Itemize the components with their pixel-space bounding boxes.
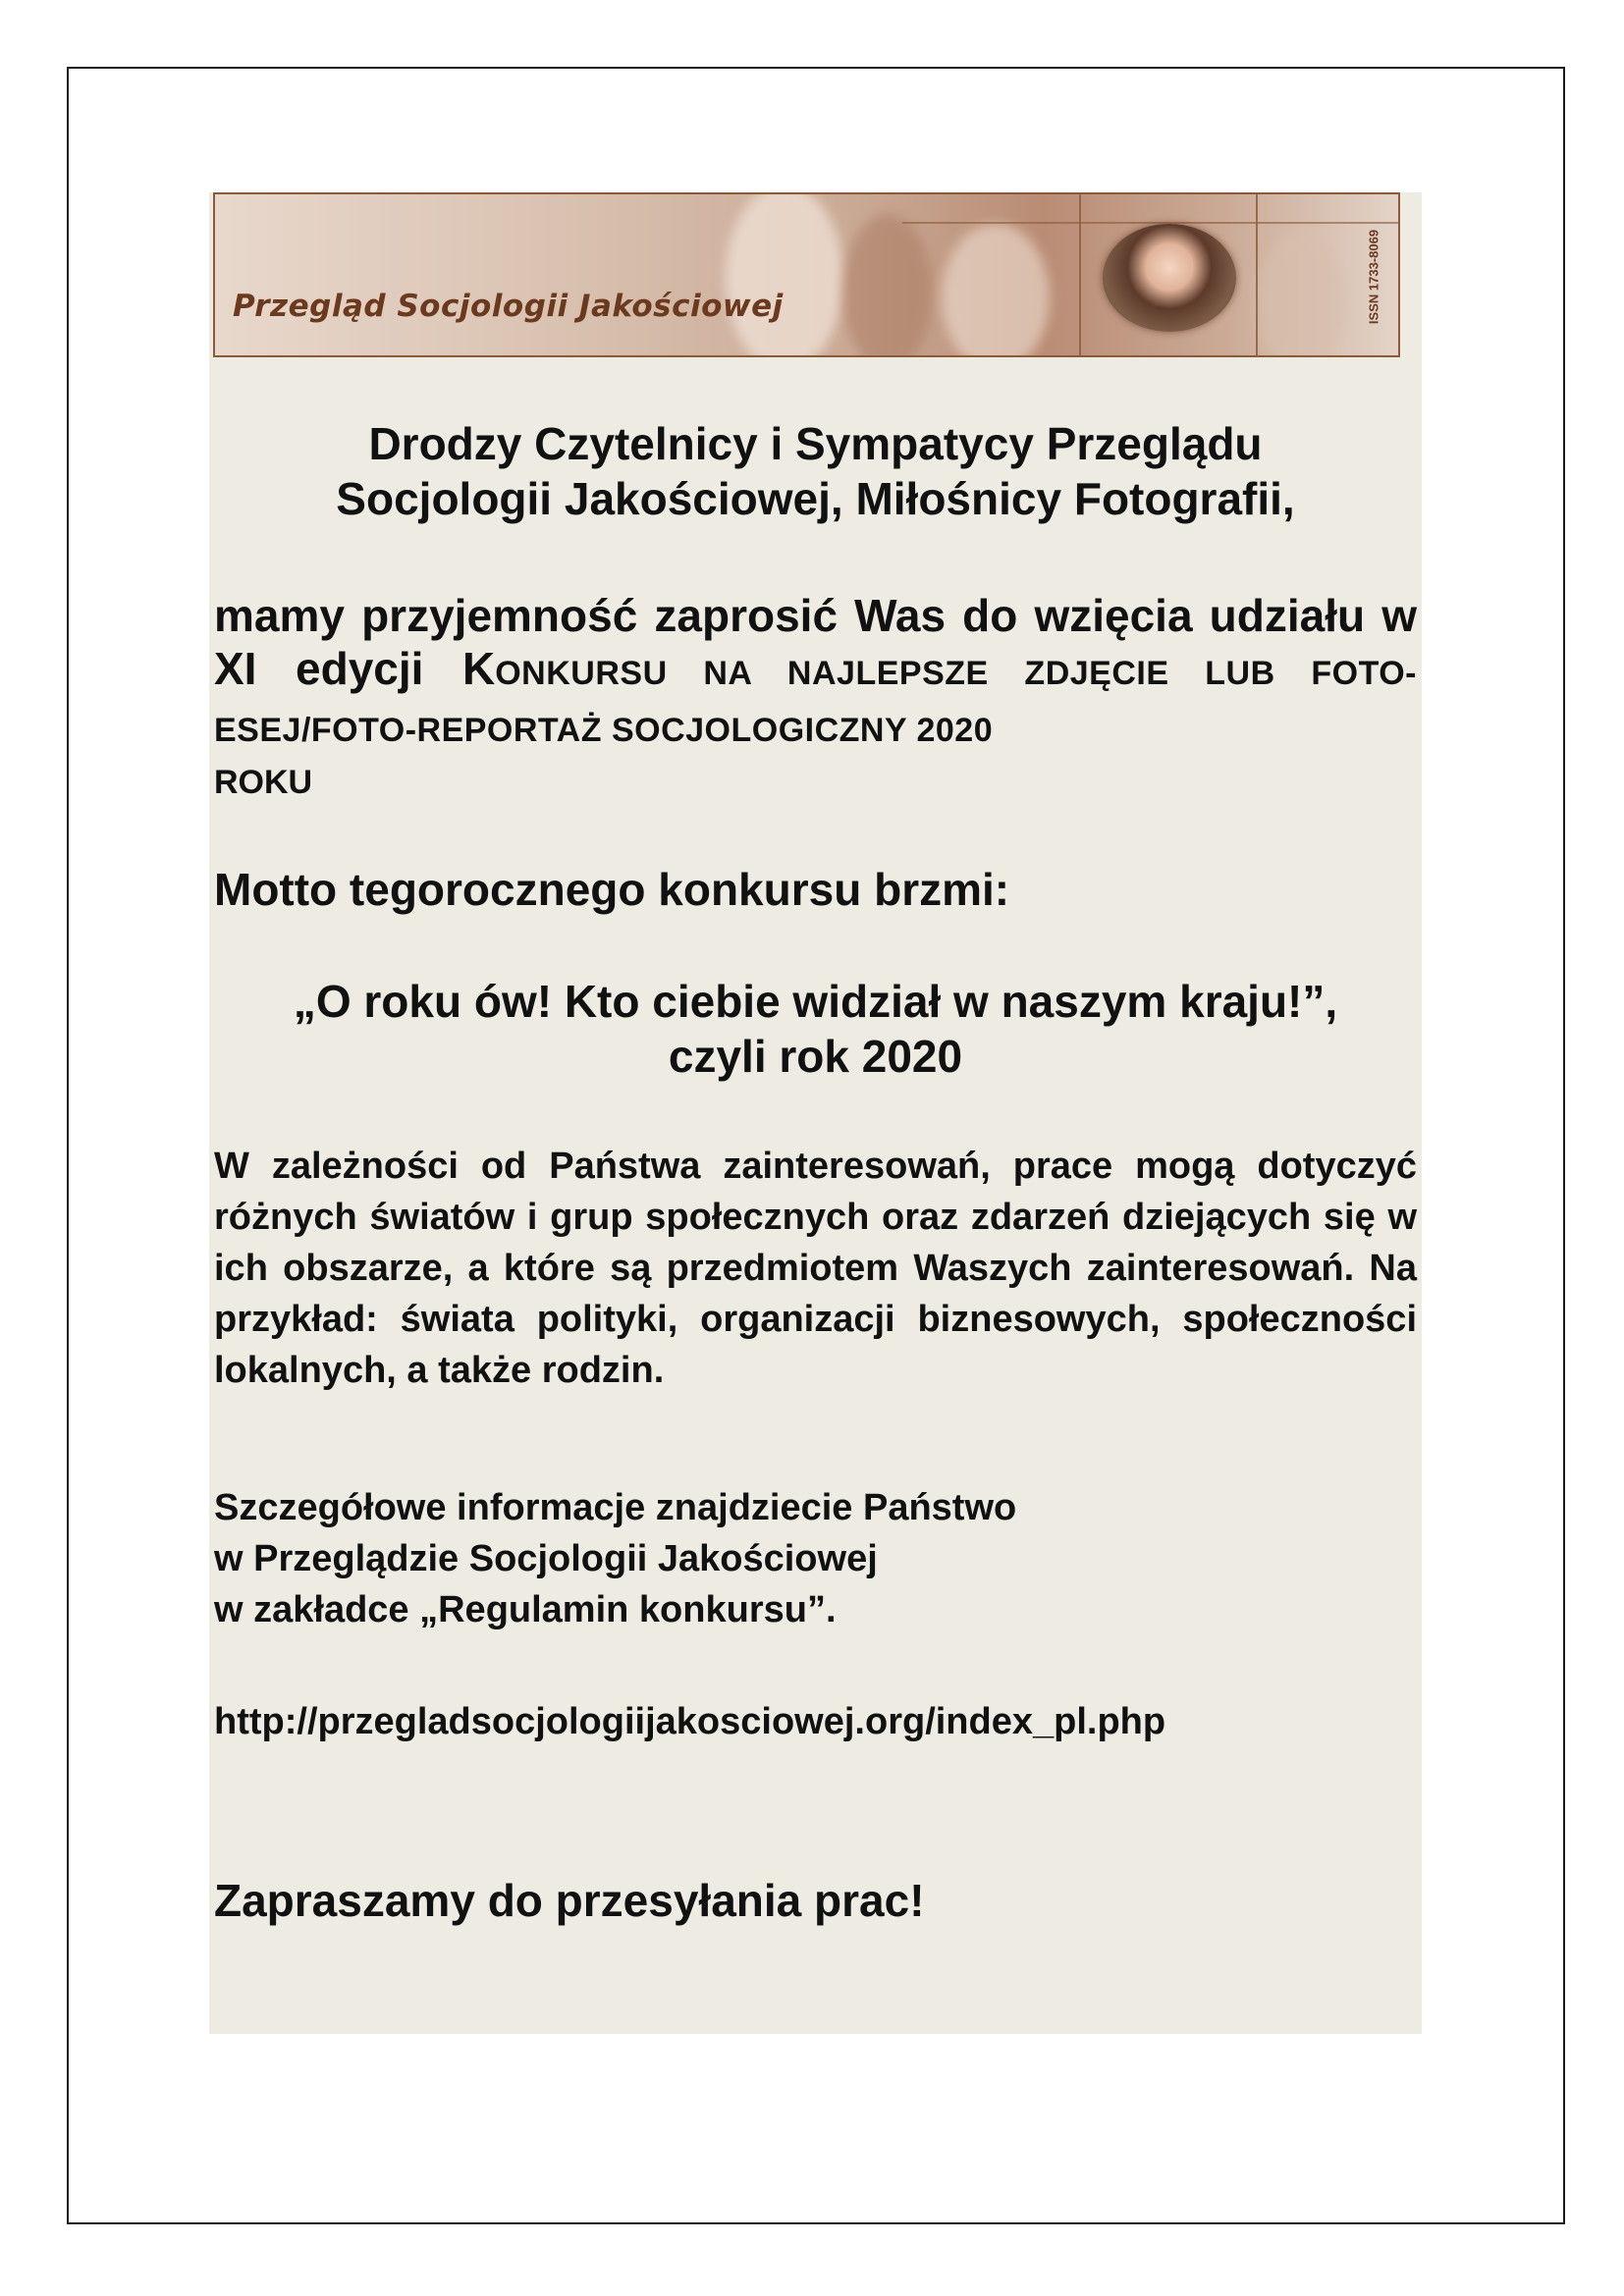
banner-figure-blur bbox=[726, 192, 843, 357]
motto-line: „O roku ów! Kto ciebie widział w naszym kraju!”, bbox=[293, 976, 1338, 1027]
body-paragraph: W zależności od Państwa zainteresowań, prace mogą dotyczyć różnych światów i grup społecznych oraz zdarzeń dziejących się w ich obszarze, a które są przedmiotem Waszych zainteresowań. Na przykład: świata polityki, organizacji biznesowych, społeczności lokalnych, a także rodzin. bbox=[214, 1146, 1417, 1391]
banner-divider bbox=[1079, 194, 1081, 355]
contest-name: ONKURSU NA NAJLEPSZE ZDJĘCIE LUB FOTO-ESEJ/FOTO-REPORTAŻ SOCJOLOGICZNY 2020 bbox=[214, 655, 1417, 749]
details-line: w zakładce „Regulamin konkursu”. bbox=[214, 1589, 837, 1630]
details-info bbox=[214, 1482, 1016, 1635]
motto bbox=[209, 974, 1422, 1084]
greeting-line: Drodzy Czytelnicy i Sympatycy Przeglądu bbox=[368, 418, 1263, 469]
banner-figure-blur bbox=[942, 224, 1050, 357]
journal-url: http://przegladsocjologiijakosciowej.org/index_pl.php bbox=[214, 1701, 1166, 1742]
contest-name-tail: ROKU bbox=[214, 764, 313, 801]
banner-figure-blur bbox=[1256, 234, 1344, 357]
flyer-panel bbox=[209, 192, 1422, 2034]
details-line: Szczegółowe informacje znajdziecie Państwo bbox=[214, 1487, 1017, 1528]
issn-label: ISSN 1733-8069 bbox=[1366, 229, 1381, 325]
motto-intro: Motto tegorocznego konkursu brzmi: bbox=[214, 864, 1010, 915]
banner-figure-blur bbox=[843, 214, 932, 357]
closing-invitation: Zapraszamy do przesyłania prac! bbox=[214, 1875, 925, 1926]
journal-title: Przegląd Socjologii Jakościowej bbox=[233, 289, 784, 324]
greeting-line: Socjologii Jakościowej, Miłośnicy Fotografii, bbox=[336, 473, 1295, 524]
invitation-lead: mamy przyjemność zaprosić Was do wzięcia udziału w XI edycji K bbox=[214, 590, 1417, 694]
greeting bbox=[209, 416, 1422, 526]
portrait-photo bbox=[1103, 224, 1236, 332]
journal-banner bbox=[213, 192, 1400, 357]
banner-divider bbox=[1256, 194, 1258, 355]
banner-divider bbox=[902, 222, 1398, 224]
invitation bbox=[214, 589, 1417, 756]
details-line: w Przeglądzie Socjologii Jakościowej bbox=[214, 1538, 878, 1579]
motto-line: czyli rok 2020 bbox=[668, 1031, 963, 1082]
